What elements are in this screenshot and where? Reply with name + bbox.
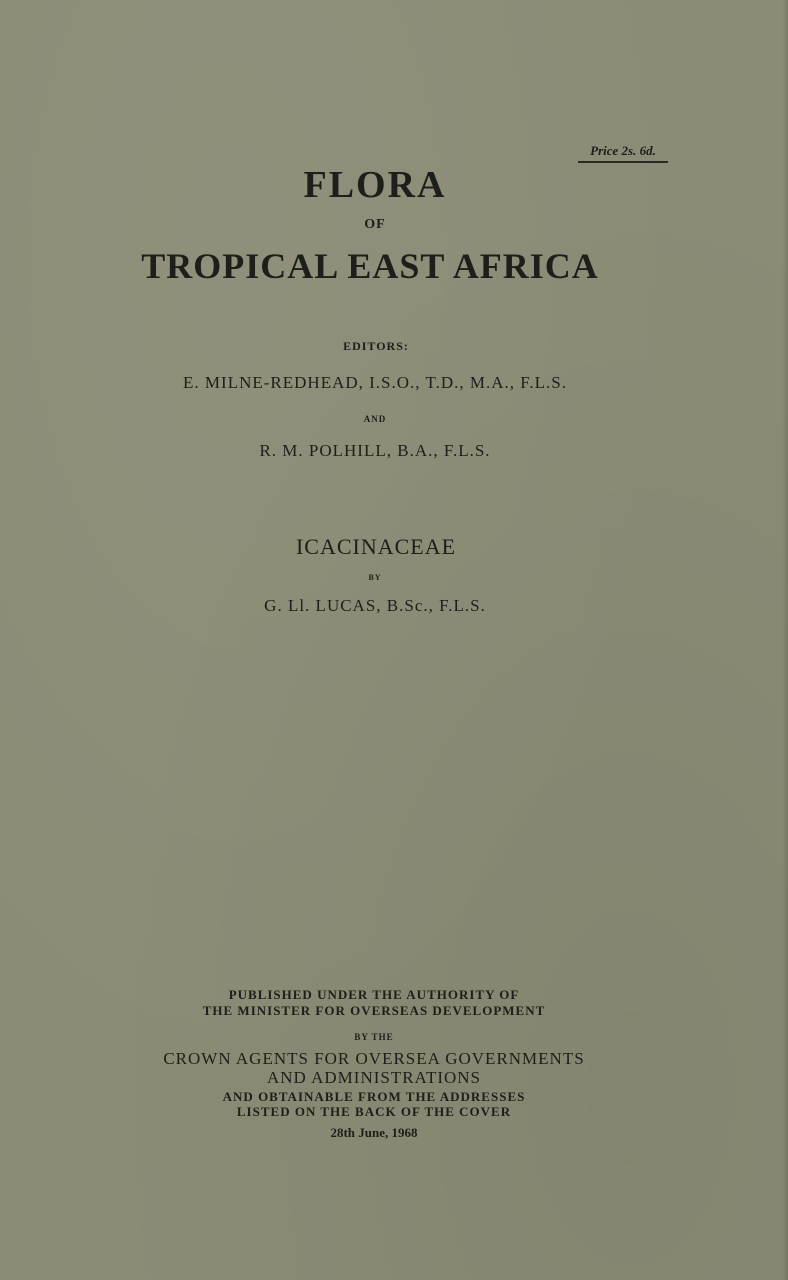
obtainable-line-2: LISTED ON THE BACK OF THE COVER [236,1104,512,1119]
title-flora: FLORA [303,164,447,206]
publisher-by: BY THE [354,1032,394,1042]
editor-1: E. MILNE-REDHEAD, I.S.O., T.D., M.A., F.L.S. [183,373,567,392]
editors-and: AND [363,414,387,424]
family-title: ICACINACEAE [295,534,457,559]
publisher-line-2: THE MINISTER FOR OVERSEAS DEVELOPMENT [202,1003,546,1018]
editors-heading: EDITORS: [343,339,409,353]
publisher-name-2: AND ADMINISTRATIONS [266,1068,482,1087]
editor-2: R. M. POLHILL, B.A., F.L.S. [259,441,491,460]
author-by: BY [368,573,382,582]
publisher-name-1: CROWN AGENTS FOR OVERSEA GOVERNMENTS [163,1049,585,1068]
title-tropical-east-africa: TROPICAL EAST AFRICA [141,246,599,286]
author-name: G. Ll. LUCAS, B.Sc., F.L.S. [264,596,486,615]
cover-edge-shadow [782,0,788,1280]
publisher-line-1: PUBLISHED UNDER THE AUTHORITY OF [228,987,520,1002]
price-label: Price 2s. 6d. [578,143,668,163]
publication-date: 28th June, 1968 [330,1125,418,1140]
title-of: OF [364,217,386,232]
obtainable-line-1: AND OBTAINABLE FROM THE ADDRESSES [222,1089,526,1104]
